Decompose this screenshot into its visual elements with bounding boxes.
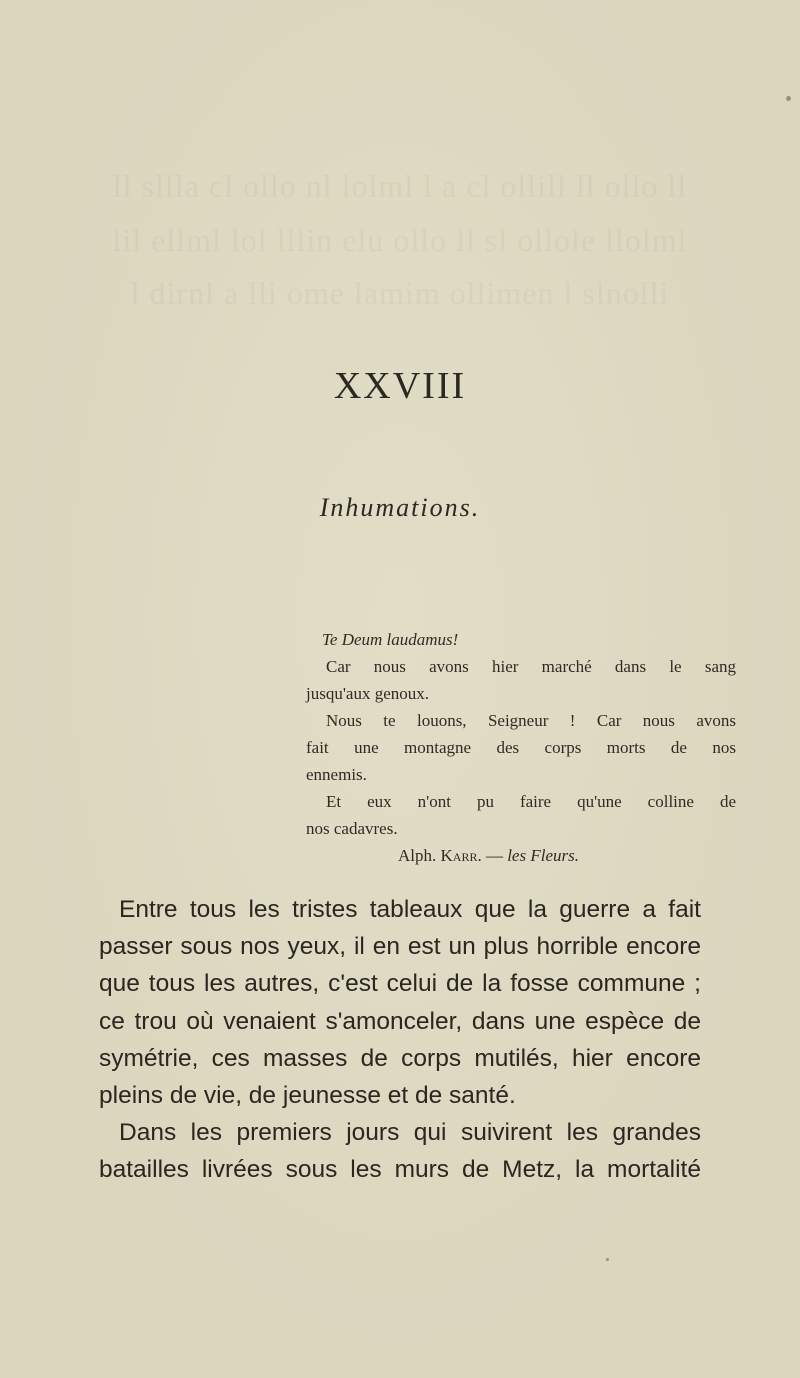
body-text	[99, 891, 701, 1189]
attribution-last-name: Karr.	[440, 846, 482, 865]
body-line: symétrie, ces masses de corps mutilés, hier encore	[99, 1044, 701, 1072]
epigraph-line: Te Deum laudamus!	[322, 630, 459, 649]
body-line: que tous les autres, c'est celui de la fosse commune ;	[99, 970, 701, 998]
body-line: batailles livrées sous les murs de Metz, la mortalité	[99, 1156, 701, 1184]
chapter-title: Inhumations.	[319, 493, 481, 522]
epigraph-attribution	[306, 842, 736, 869]
body-line: passer sous nos yeux, il en est un plus horrible encore	[99, 933, 701, 961]
body-line: pleins de vie, de jeunesse et de santé.	[99, 1082, 516, 1110]
epigraph-line: jusqu'aux genoux.	[306, 684, 429, 703]
epigraph-line: nos cadavres.	[306, 819, 398, 838]
attribution-work: les Fleurs.	[507, 846, 579, 865]
epigraph	[306, 626, 736, 869]
epigraph-line: Car nous avons hier marché dans le sang	[326, 657, 736, 676]
body-line: Entre tous les tristes tableaux que la guerre a fait	[119, 896, 701, 923]
show-through-text: l dirnl a lli ome lamim ollimen l slnolli	[130, 275, 670, 311]
attribution-dash: —	[481, 846, 508, 865]
paper-speck	[786, 96, 791, 101]
body-line: Dans les premiers jours qui suivirent les grandes	[119, 1119, 701, 1147]
attribution-first-name: Alph.	[398, 846, 437, 865]
chapter-number: XXVIII	[333, 365, 467, 407]
show-through-text: ll sllla cl ollo nl lolml l a cl ollill ll ollo ll	[112, 168, 688, 204]
body-line: ce trou où venaient s'amonceler, dans une espèce de	[99, 1007, 701, 1035]
paper-speck	[606, 1258, 609, 1261]
show-through-text: lil ellml lol lllin elu ollo ll sl ollole llolml	[112, 222, 688, 258]
epigraph-line: Nous te louons, Seigneur ! Car nous avons	[326, 711, 736, 730]
epigraph-line: Et eux n'ont pu faire qu'une colline de	[326, 792, 736, 811]
epigraph-line: ennemis.	[306, 765, 367, 784]
epigraph-line: fait une montagne des corps morts de nos	[306, 738, 736, 757]
